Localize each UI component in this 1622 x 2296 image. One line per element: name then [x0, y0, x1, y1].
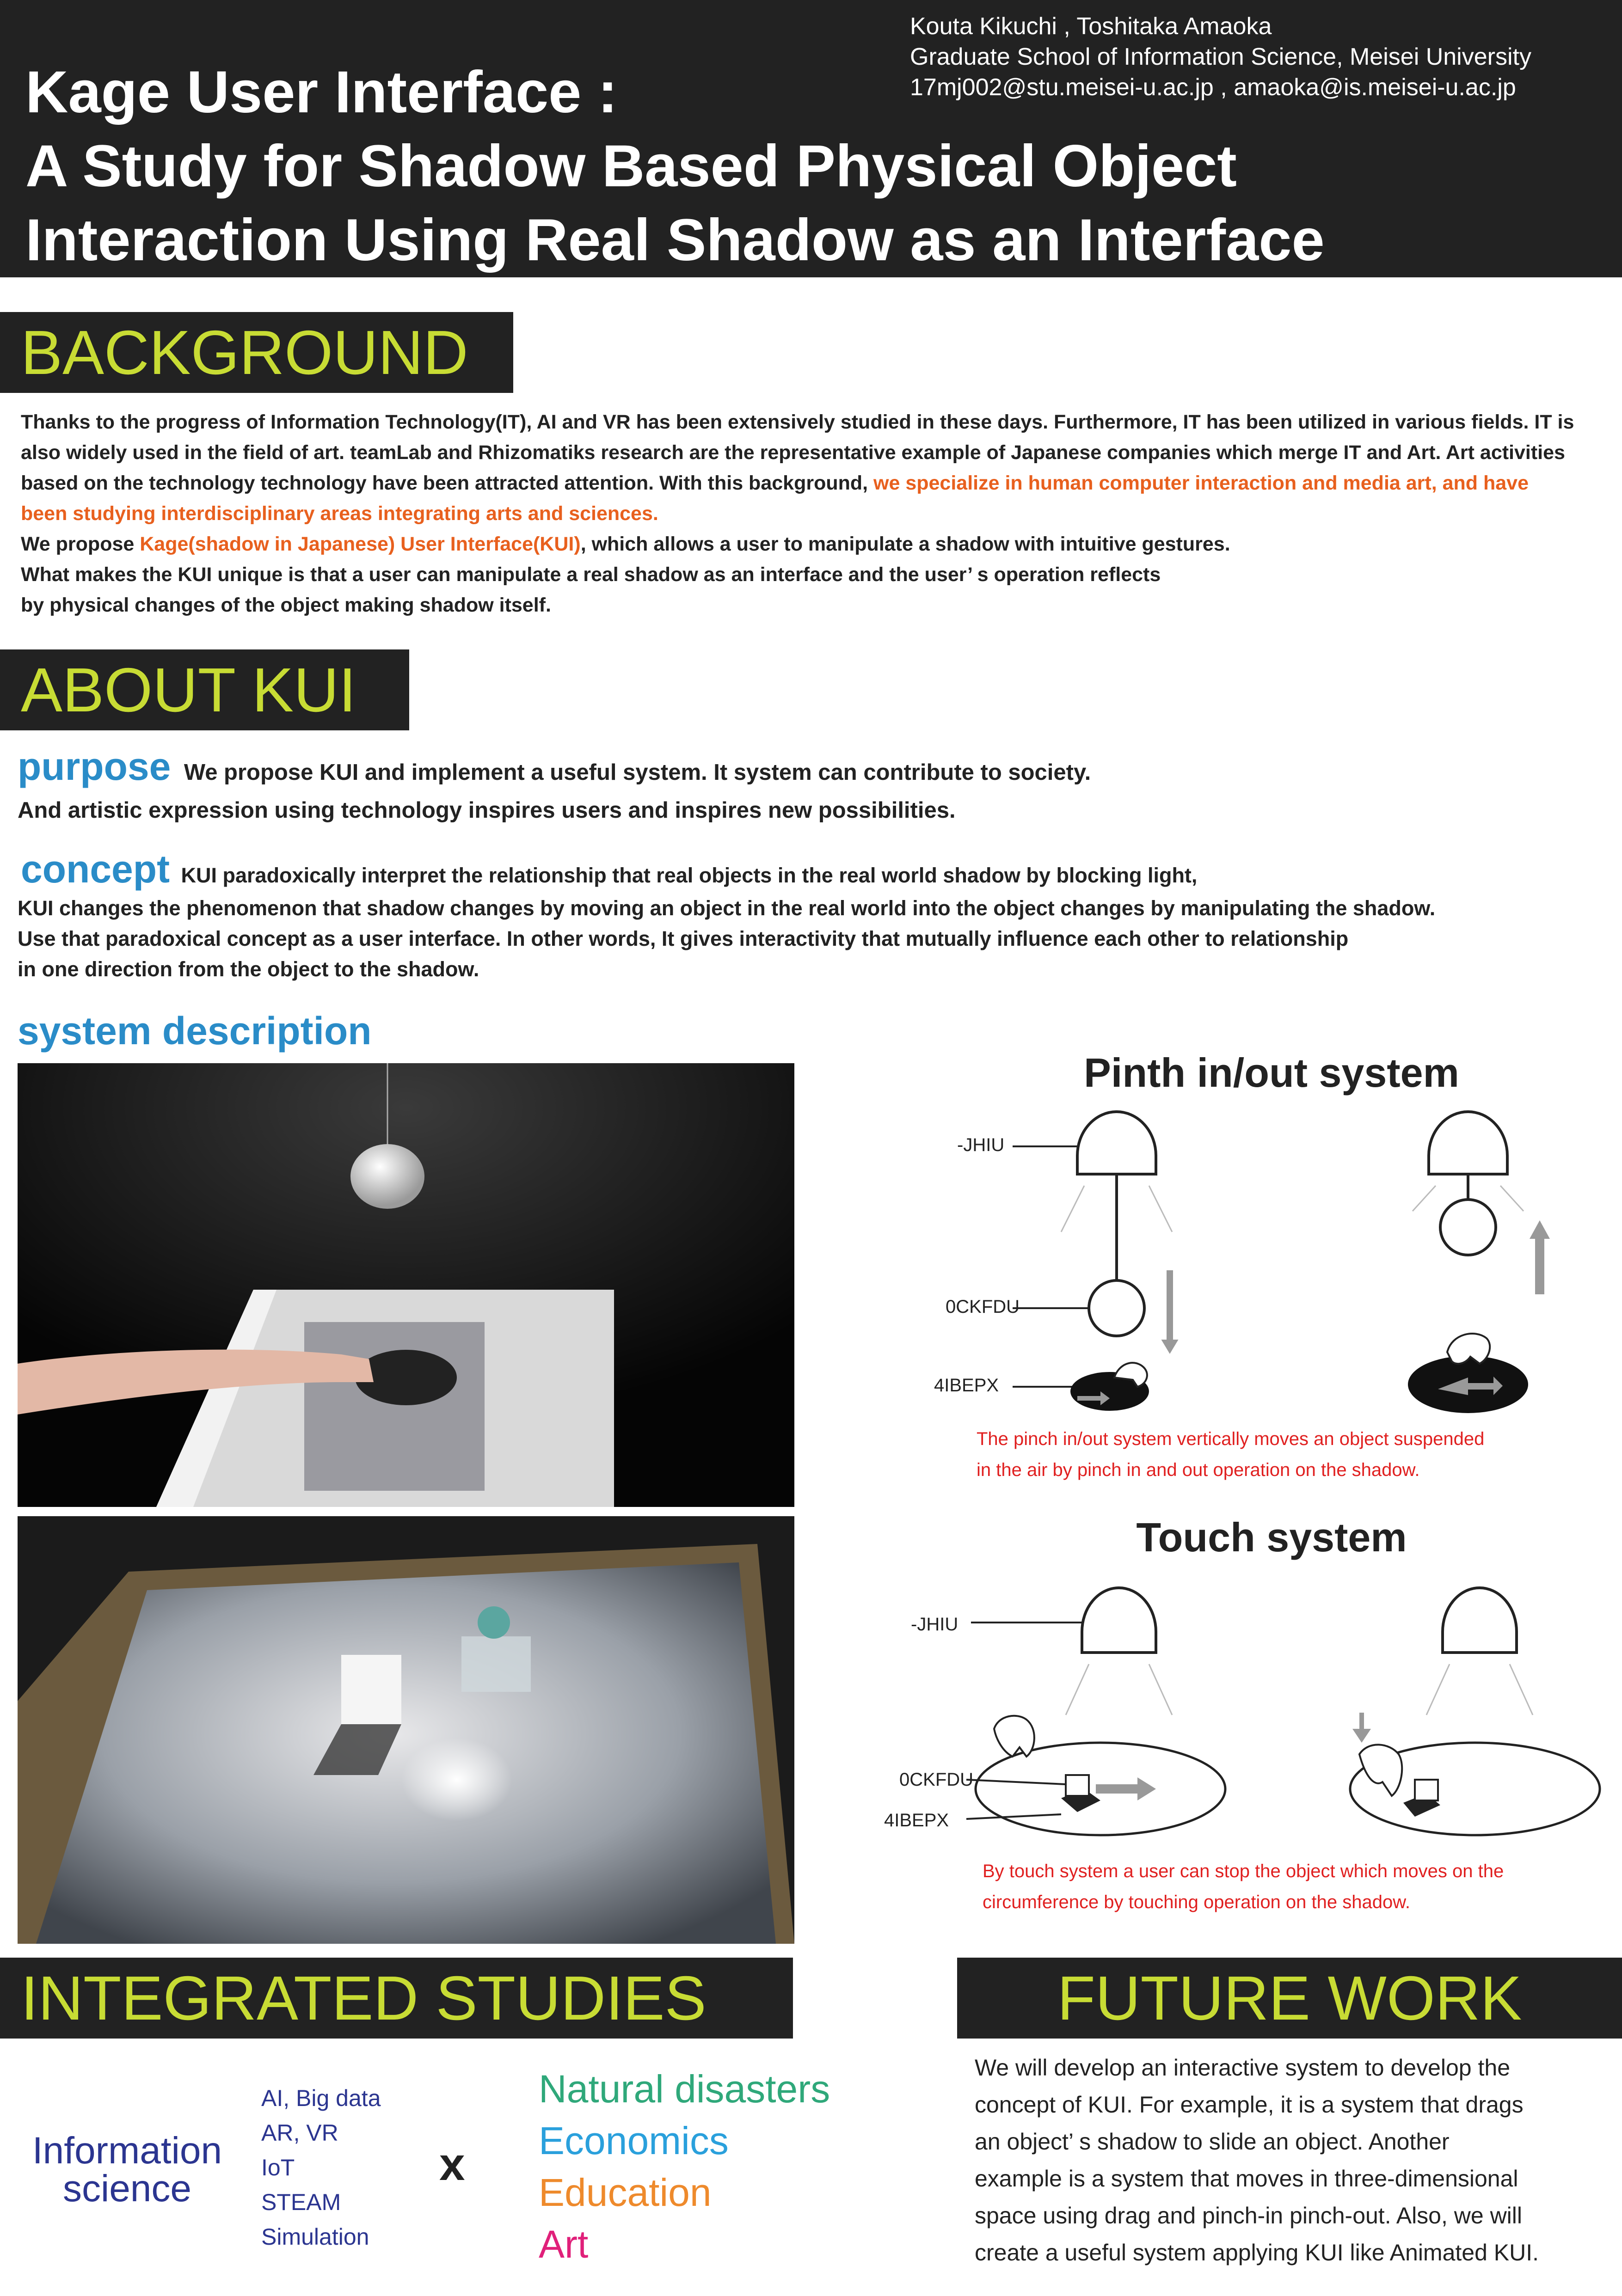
- concept-block: [21, 846, 1593, 892]
- concept-label: concept: [21, 847, 170, 891]
- information-science-line-2: science: [62, 2167, 192, 2210]
- touch-label-shadow: 4IBEPX: [884, 1810, 949, 1831]
- author-emails: 17mj002@stu.meisei-u.ac.jp , amaoka@is.meisei-u.ac.jp: [910, 74, 1516, 101]
- future-line-6: create a useful system applying KUI like Animated KUI.: [975, 2240, 1539, 2265]
- information-science-label: [9, 2132, 245, 2208]
- future-line-1: We will develop an interactive system to develop the: [975, 2055, 1511, 2081]
- concept-line-3: Use that paradoxical concept as a user interface. In other words, It gives interactivity that mutually influence each other to relationship: [18, 927, 1349, 950]
- background-text: [21, 407, 1579, 620]
- pinch-label-shadow: 4IBEPX: [934, 1375, 999, 1396]
- touch-label-light: -JHIU: [911, 1614, 958, 1635]
- title-line-3: Interaction Using Real Shadow as an Interface: [25, 207, 1325, 273]
- concept-line-4: in one direction from the object to the shadow.: [18, 957, 479, 981]
- background-highlight-1: we specialize in human computer interaction and media art, and have been studying interdisciplinary areas integrating arts and sciences.: [21, 472, 1529, 525]
- author-names: Kouta Kikuchi , Toshitaka Amaoka: [910, 13, 1272, 40]
- field-education: Education: [539, 2171, 712, 2214]
- future-heading-text: FUTURE WORK: [1057, 1963, 1522, 2033]
- touch-caption-line-1: By touch system a user can stop the object which moves on the: [983, 1861, 1504, 1881]
- touch-label-object: 0CKFDU: [899, 1769, 974, 1790]
- touch-photo-illustration: [18, 1516, 794, 1944]
- topic-ai-big-data: AI, Big data: [261, 2085, 381, 2111]
- pinch-photo-illustration: [18, 1063, 794, 1507]
- future-line-2: concept of KUI. For example, it is a system that drags: [975, 2092, 1524, 2118]
- title-line-1: Kage User Interface :: [25, 59, 618, 125]
- integrated-heading-text: INTEGRATED STUDIES: [21, 1963, 707, 2033]
- touch-caption: [983, 1856, 1616, 1918]
- background-paragraph-2-post: , which allows a user to manipulate a shadow with intuitive gestures.: [580, 533, 1230, 555]
- field-natural-disasters: Natural disasters: [539, 2067, 830, 2111]
- future-text: [975, 2049, 1613, 2271]
- pinch-diagram: [925, 1100, 1618, 1498]
- pinch-caption-line-1: The pinch in/out system vertically moves an object suspended: [977, 1429, 1485, 1449]
- application-fields: [539, 2063, 830, 2270]
- topic-iot: IoT: [261, 2155, 295, 2180]
- touch-diagram: [879, 1581, 1618, 1914]
- background-heading-text: BACKGROUND: [21, 318, 468, 387]
- about-heading-text: ABOUT KUI: [21, 655, 356, 725]
- field-art: Art: [539, 2223, 589, 2266]
- pinch-label-object: 0CKFDU: [946, 1297, 1020, 1317]
- information-science-topics: [261, 2081, 381, 2254]
- about-heading: [0, 649, 409, 730]
- field-economics: Economics: [539, 2119, 729, 2162]
- photo-pinch-system: [18, 1063, 794, 1507]
- concept-line-1: KUI paradoxically interpret the relationship that real objects in the real world shadow by blocking light,: [181, 863, 1198, 887]
- purpose-label: purpose: [18, 745, 171, 788]
- future-line-4: example is a system that moves in three-dimensional: [975, 2166, 1518, 2192]
- background-paragraph-2-pre: We propose: [21, 533, 140, 555]
- pinch-caption-line-2: in the air by pinch in and out operation on the shadow.: [977, 1460, 1420, 1480]
- integrated-heading: [0, 1958, 793, 2039]
- pinch-caption: [977, 1424, 1615, 1486]
- information-science-line-1: Information: [32, 2130, 222, 2172]
- background-paragraph-1: Thanks to the progress of Information Technology(IT), AI and VR has been extensively studied in these days. Furthermore, IT has been utilized in various fields. IT is also widely used in the field of art. teamLab and Rhizomatiks research are the representative example of Japanese companies which merge IT and Art. Art activities based on the technology technology have been attracted attention. With this background,: [21, 411, 1574, 494]
- topic-simulation: Simulation: [261, 2224, 369, 2250]
- system-description-label: system description: [18, 1009, 372, 1053]
- topic-steam: STEAM: [261, 2189, 341, 2215]
- purpose-line-2: And artistic expression using technology inspires users and inspires new possibilities.: [18, 798, 956, 823]
- title-line-2: A Study for Shadow Based Physical Object: [25, 133, 1237, 199]
- photo-touch-system: [18, 1516, 794, 1944]
- background-heading: [0, 312, 513, 393]
- pinch-label-light: -JHIU: [957, 1135, 1005, 1155]
- future-line-5: space using drag and pinch-in pinch-out. Also, we will: [975, 2203, 1523, 2229]
- concept-line-2: KUI changes the phenomenon that shadow changes by moving an object in the real world into the object changes by manipulating the shadow.: [18, 896, 1436, 920]
- touch-caption-line-2: circumference by touching operation on the shadow.: [983, 1892, 1411, 1912]
- poster-header: [0, 0, 1622, 277]
- background-paragraph-4: by physical changes of the object making shadow itself.: [21, 594, 551, 616]
- background-paragraph-3: What makes the KUI unique is that a user can manipulate a real shadow as an interface and the user’ s operation reflects: [21, 563, 1161, 586]
- future-line-3: an object’ s shadow to slide an object. Another: [975, 2129, 1450, 2155]
- touch-diagram-title: Touch system: [1136, 1514, 1407, 1560]
- author-affiliation: Graduate School of Information Science, Meisei University: [910, 43, 1531, 70]
- purpose-line-1: We propose KUI and implement a useful system. It system can contribute to society.: [184, 760, 1091, 785]
- future-heading: [957, 1958, 1622, 2039]
- background-highlight-2: Kage(shadow in Japanese) User Interface(KUI): [140, 533, 581, 555]
- purpose-block: [18, 743, 1590, 790]
- times-symbol: x: [439, 2138, 465, 2190]
- pinch-diagram-title: Pinth in/out system: [1084, 1050, 1459, 1096]
- topic-ar-vr: AR, VR: [261, 2120, 338, 2146]
- concept-lines: [18, 893, 1599, 985]
- touch-diagram-graphic: [879, 1581, 1618, 1840]
- author-block: [910, 11, 1531, 103]
